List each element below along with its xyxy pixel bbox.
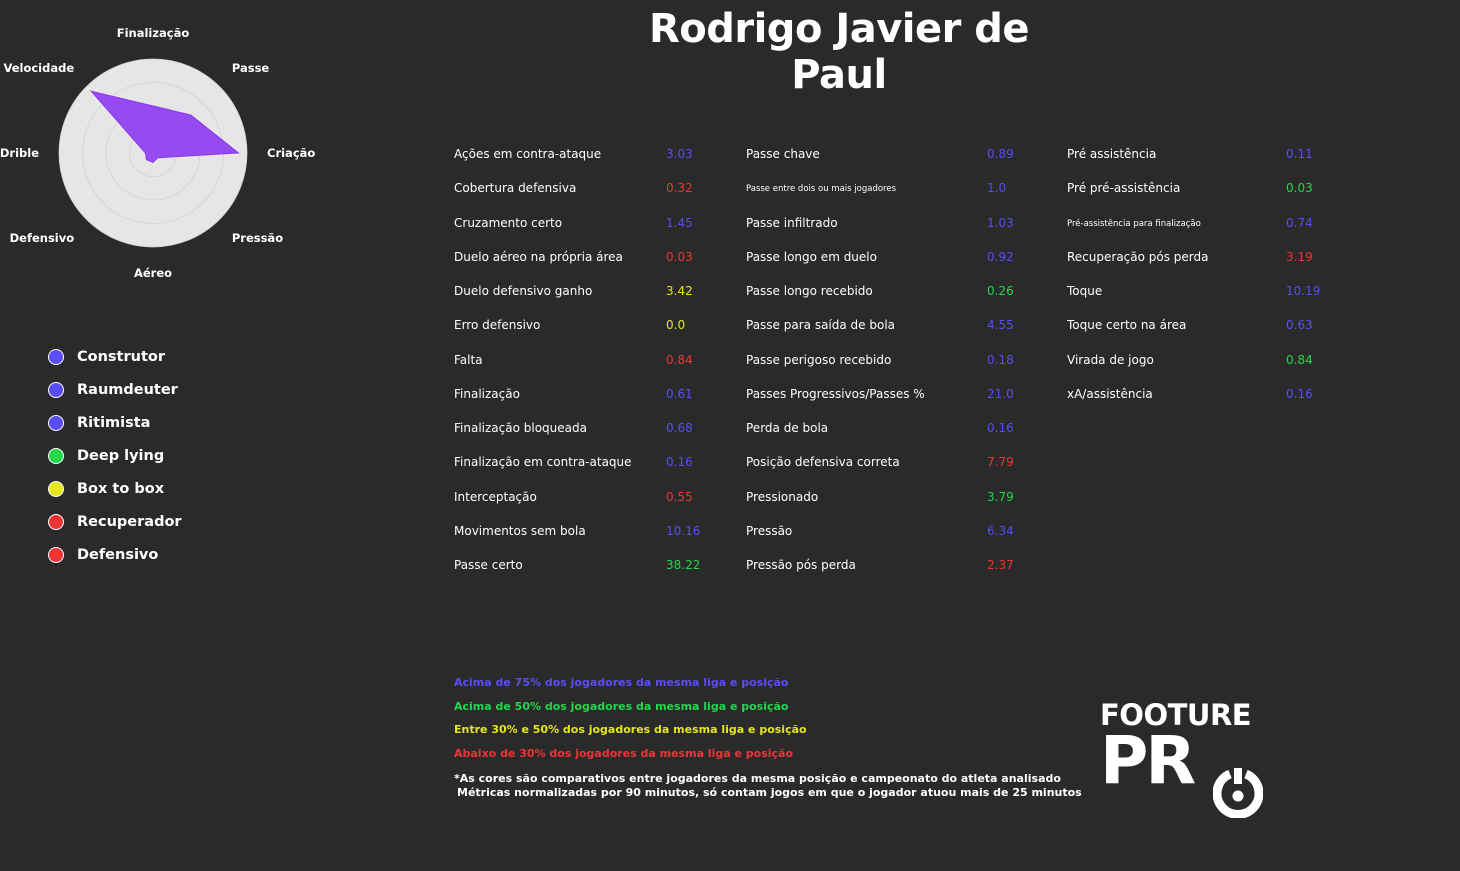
metric-row [746,278,1016,312]
metric-label: Falta [454,352,483,367]
metric-row [454,175,704,209]
legend-item [48,472,182,505]
logo-ring-icon [1213,768,1263,818]
metrics-column-3 [1067,141,1327,415]
legend-label: Raumdeuter [77,381,178,398]
legend-label: Recuperador [77,513,182,530]
footnote-line-2: Métricas normalizadas por 90 minutos, só contam jogos em que o jogador atuou mais de 25 minutos [457,786,1082,799]
metric-row [1067,141,1327,175]
metric-label: Passe para saída de bola [746,318,896,333]
metric-value: 0.16 [1286,386,1313,401]
legend-color-dot [48,481,64,497]
metric-value: 0.84 [666,352,693,367]
metric-value: 2.37 [987,558,1014,572]
metric-label: Duelo defensivo ganho [454,284,593,298]
metric-row [454,210,704,244]
metric-value: 0.61 [666,386,693,401]
legend-item [48,406,182,439]
metric-label: Posição defensiva correta [746,455,900,470]
metric-label: Pressão [746,523,793,538]
metric-row [1067,210,1327,244]
legend-label: Construtor [77,348,166,365]
metric-row [454,449,704,483]
footure-pro-logo [1100,700,1270,800]
metric-label: Passe certo [454,558,523,572]
metric-value: 1.0 [987,181,1007,196]
metric-label: Finalização em contra-ataque [454,455,632,470]
legend-color-dot [48,547,64,563]
metric-value: 3.42 [666,284,693,298]
radar-axis-label: Drible [0,146,39,160]
metric-value: 0.55 [666,489,693,504]
color-note: Acima de 50% dos jogadores da mesma liga e posição [454,699,789,713]
player-name: Rodrigo Javier de Paul [648,6,1030,98]
metric-value: 3.79 [987,489,1014,504]
metric-label: Passe longo em duelo [746,249,877,264]
radar-axis-label: Aéreo [133,266,173,280]
metric-row [1067,312,1327,346]
color-note: Abaixo de 30% dos jogadores da mesma liga e posição [454,746,794,760]
metric-row [746,381,1016,415]
metric-row [746,244,1016,278]
color-note: Acima de 75% dos jogadores da mesma liga e posição [454,676,789,689]
legend-item [48,340,182,373]
metric-label: Pré pré-assistência [1067,181,1181,196]
radar-axis-label: Finalização [116,26,190,40]
metric-value: 1.45 [666,215,693,230]
metric-label: Ações em contra-ataque [454,147,602,161]
metric-row [1067,381,1327,415]
metric-label: Toque [1067,284,1103,298]
metric-value: 0.03 [666,249,693,264]
metric-value: 3.19 [1286,249,1313,264]
metric-value: 0.26 [987,284,1014,298]
legend-label: Deep lying [77,447,165,464]
metric-label: Finalização [454,386,520,401]
metric-row [454,415,704,449]
metric-value: 7.79 [987,455,1014,470]
metric-value: 3.03 [666,147,693,161]
footnote-line-1: *As cores são comparativos entre jogadores da mesma posição e campeonato do atleta analisado [454,772,1061,785]
metric-label: Pressão pós perda [746,558,856,572]
legend-color-dot [48,349,64,365]
color-note: Entre 30% e 50% dos jogadores da mesma liga e posição [454,723,807,736]
metric-row [746,552,1016,586]
metric-value: 38.22 [666,558,701,572]
metric-value: 0.03 [1286,181,1313,196]
metric-label: Passe infiltrado [746,215,838,230]
metric-row [746,210,1016,244]
legend-label: Ritimista [77,414,151,431]
metric-label: Passe longo recebido [746,284,873,298]
metric-label: xA/assistência [1067,386,1153,401]
radar-axis-label: Passe [231,61,270,76]
metric-label: Passe chave [746,147,820,161]
metric-label: Interceptação [454,489,537,504]
metric-label: Cruzamento certo [454,215,563,230]
metric-row [746,415,1016,449]
metric-row [746,347,1016,381]
metric-row [746,449,1016,483]
legend-label: Box to box [77,480,165,497]
metric-row [746,518,1016,552]
metric-value: 0.16 [987,421,1014,435]
metric-row [454,518,704,552]
radar-chart [0,0,320,290]
metric-value: 0.89 [987,147,1014,161]
metric-row [454,141,704,175]
metric-label: Movimentos sem bola [454,523,586,538]
metric-label: Pré-assistência para finalização [1067,218,1201,229]
metric-row [746,175,1016,209]
metric-value: 0.11 [1286,147,1313,161]
radar-axis-label: Defensivo [9,230,75,245]
metric-value: 0.32 [666,181,693,196]
footnote [454,772,1082,800]
metric-label: Pressionado [746,489,819,504]
legend-label: Defensivo [77,546,159,563]
metric-row [1067,244,1327,278]
metric-label: Perda de bola [746,421,829,435]
color-legend-notes [454,676,1082,800]
metric-row [746,312,1016,346]
radar-axis-label: Criação [267,146,316,160]
metric-row [454,552,704,586]
metrics-column-2 [746,141,1016,586]
logo-text-bottom [1100,722,1270,799]
legend [48,340,182,571]
metric-label: Passe entre dois ou mais jogadores [746,184,897,195]
metric-value: 0.18 [987,352,1014,367]
metric-row [454,484,704,518]
radar-axis-label: Pressão [231,230,284,245]
metric-row [746,484,1016,518]
radar-axis-label: Velocidade [3,61,75,76]
metric-value: 4.55 [987,318,1014,333]
metric-label: Finalização bloqueada [454,421,587,435]
metric-label: Toque certo na área [1067,318,1187,333]
metric-value: 0.0 [666,318,686,333]
metric-row [454,278,704,312]
logo-text-pr: PR [1100,722,1194,799]
metric-label: Passe perigoso recebido [746,352,892,367]
metric-row [746,141,1016,175]
legend-item [48,538,182,571]
legend-color-dot [48,415,64,431]
metric-value: 0.74 [1286,215,1313,230]
metric-label: Pré assistência [1067,147,1157,161]
metric-label: Duelo aéreo na própria área [454,249,623,264]
metric-row [454,381,704,415]
legend-item [48,505,182,538]
metric-value: 6.34 [987,523,1014,538]
legend-color-dot [48,382,64,398]
metric-value: 0.63 [1286,318,1313,333]
metric-value: 0.84 [1286,352,1313,367]
legend-item [48,439,182,472]
metric-row [454,347,704,381]
metric-value: 10.16 [666,523,701,538]
metric-value: 21.0 [987,386,1014,401]
metrics-column-1 [454,141,704,586]
metric-label: Erro defensivo [454,318,541,333]
metric-label: Passes Progressivos/Passes % [746,386,925,401]
metric-row [1067,175,1327,209]
metric-value: 0.16 [666,455,693,470]
metric-row [1067,347,1327,381]
metric-row [1067,278,1327,312]
metric-row [454,312,704,346]
metric-label: Cobertura defensiva [454,181,577,196]
metric-label: Virada de jogo [1067,352,1154,367]
metric-value: 10.19 [1286,284,1321,298]
legend-item [48,373,182,406]
legend-color-dot [48,448,64,464]
metric-label: Recuperação pós perda [1067,249,1209,264]
legend-color-dot [48,514,64,530]
metric-value: 0.68 [666,421,693,435]
metric-row [454,244,704,278]
metric-value: 1.03 [987,215,1014,230]
logo-text-top: FOOTURE [1100,698,1252,732]
metric-value: 0.92 [987,249,1014,264]
